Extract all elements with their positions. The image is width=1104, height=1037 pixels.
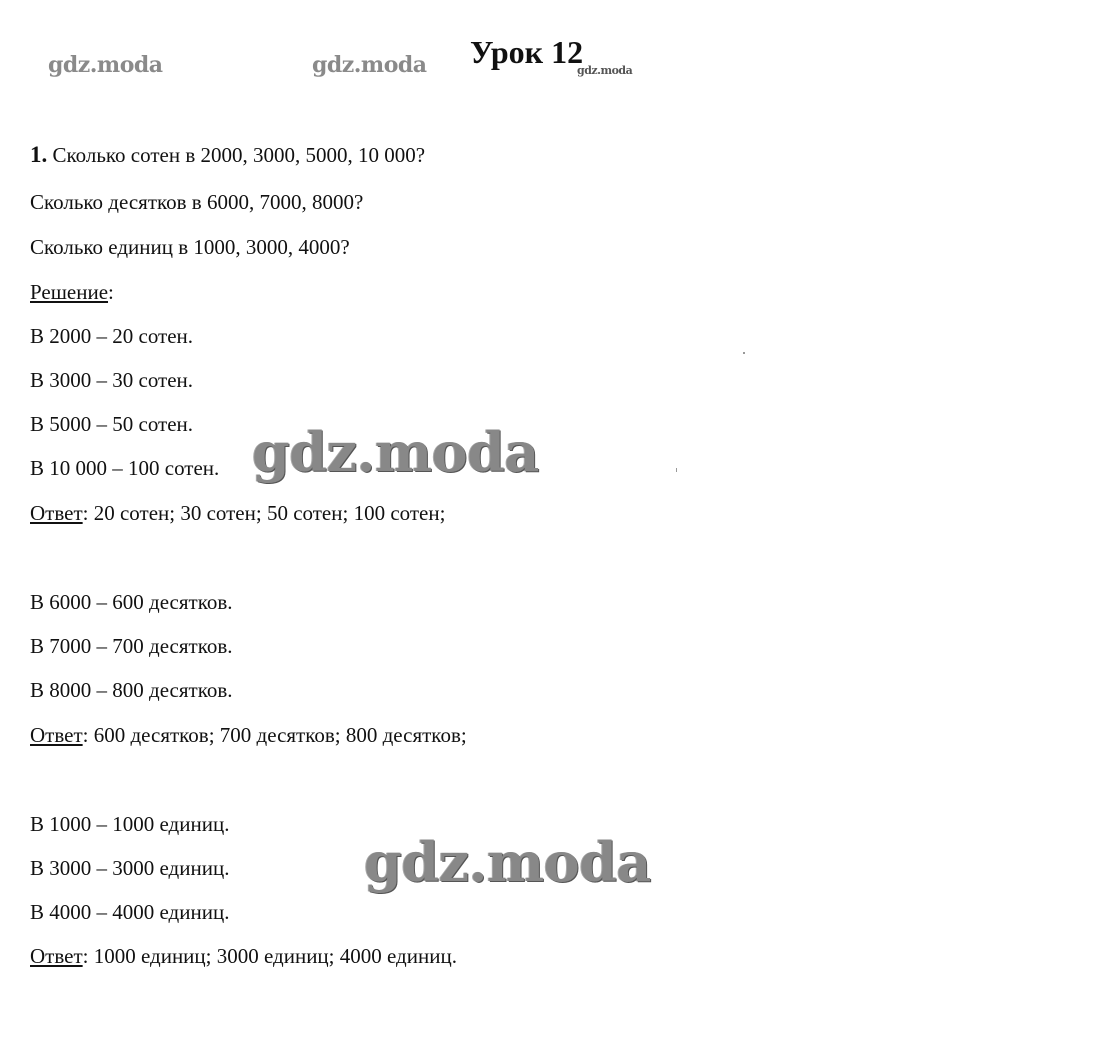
solution-line: В 7000 – 700 десятков. bbox=[30, 634, 233, 658]
answer-text: : 20 сотен; 30 сотен; 50 сотен; 100 сотен; bbox=[82, 501, 446, 525]
solution-line: В 5000 – 50 сотен. bbox=[30, 412, 194, 436]
solution-label: Решение bbox=[30, 280, 109, 304]
solution-line: В 8000 – 800 десятков. bbox=[30, 678, 233, 702]
answer-text: : 600 десятков; 700 десятков; 800 десятков; bbox=[82, 723, 467, 747]
answer-label: Ответ bbox=[30, 723, 83, 747]
watermark-bottom: gdz.moda bbox=[364, 830, 651, 894]
watermark-top-center: gdz.moda bbox=[312, 52, 427, 78]
solution-line: В 1000 – 1000 единиц. bbox=[30, 812, 230, 836]
page-title: Урок 12 bbox=[470, 34, 584, 70]
scan-speck bbox=[676, 468, 677, 472]
task-line-1 bbox=[30, 142, 425, 168]
watermark-top-left: gdz.moda bbox=[48, 52, 163, 78]
task-line-2: Сколько десятков в 6000, 7000, 8000? bbox=[30, 190, 364, 214]
watermark-middle: gdz.moda bbox=[252, 420, 539, 484]
answer-line-3 bbox=[30, 944, 457, 969]
task-number: 1. bbox=[30, 142, 48, 167]
solution-heading: Решение: bbox=[30, 280, 114, 304]
solution-line: В 4000 – 4000 единиц. bbox=[30, 900, 230, 924]
answer-text: : 1000 единиц; 3000 единиц; 4000 единиц. bbox=[82, 944, 457, 968]
solution-line: В 6000 – 600 десятков. bbox=[30, 590, 233, 614]
solution-line: В 10 000 – 100 сотен. bbox=[30, 456, 220, 480]
watermark-title-small: gdz.moda bbox=[577, 64, 633, 77]
answer-line-1 bbox=[30, 501, 445, 526]
solution-line: В 3000 – 3000 единиц. bbox=[30, 856, 230, 880]
answer-line-2 bbox=[30, 723, 467, 748]
task-question: Сколько сотен в 2000, 3000, 5000, 10 000? bbox=[52, 143, 426, 167]
answer-label: Ответ bbox=[30, 944, 83, 968]
solution-line: В 3000 – 30 сотен. bbox=[30, 368, 194, 392]
answer-label: Ответ bbox=[30, 501, 83, 525]
task-line-3: Сколько единиц в 1000, 3000, 4000? bbox=[30, 235, 350, 259]
solution-line: В 2000 – 20 сотен. bbox=[30, 324, 194, 348]
scan-speck bbox=[743, 352, 745, 354]
